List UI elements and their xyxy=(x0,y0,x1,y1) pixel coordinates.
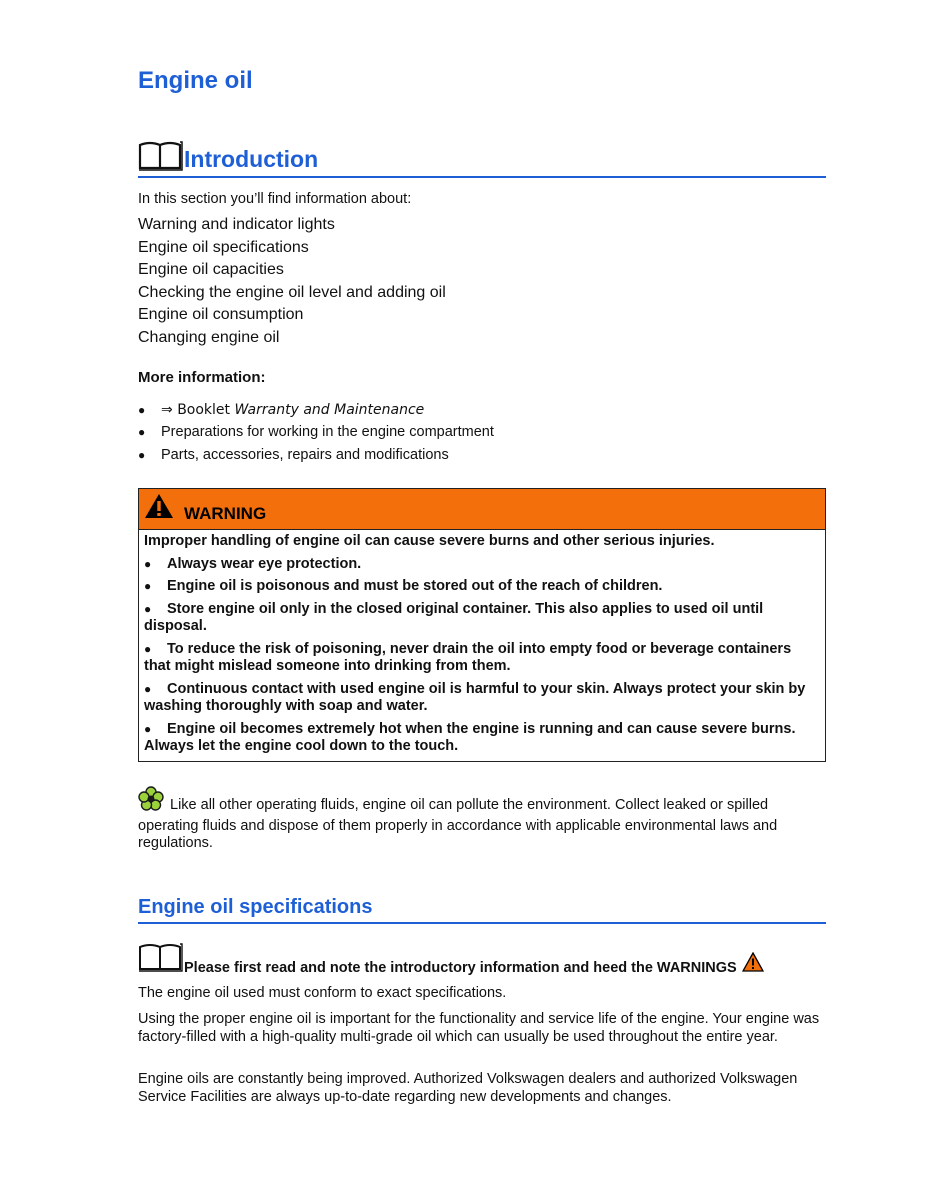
warning-item: ● Always wear eye protection. xyxy=(144,555,362,572)
bullet-icon: ● xyxy=(144,579,152,593)
warning-triangle-icon xyxy=(144,493,174,524)
bullet-icon: ● xyxy=(138,425,146,440)
environment-note-text: Like all other operating fluids, engine oil can pollute the environment. Collect leaked or spilled operating fluids and dispose of them properly in accordance with applicable environmental laws and regulations. xyxy=(138,797,778,851)
booklet-word: Booklet xyxy=(177,402,231,418)
list-item: Warning and indicator lights xyxy=(138,216,335,233)
booklet-reference[interactable] xyxy=(161,399,424,421)
specs-heading xyxy=(138,892,826,924)
first-read-text: Please first read and note the introductory information and heed the WARNINGS xyxy=(184,960,737,976)
bullet-icon: ● xyxy=(138,447,146,462)
arrow-icon: ⇒ xyxy=(161,402,173,418)
bullet-icon: ● xyxy=(138,403,146,417)
bullet-icon: ● xyxy=(144,601,152,616)
warning-item: ● Continuous contact with used engine oil is harmful to your skin. Always protect your skin by washing thoroughly with soap and water. xyxy=(144,680,806,714)
bullet-icon: ● xyxy=(144,681,152,696)
environment-note xyxy=(138,786,826,853)
booklet-title: Warranty and Maintenance xyxy=(234,402,425,418)
list-item: Engine oil capacities xyxy=(138,261,284,279)
warning-header xyxy=(139,489,825,530)
specs-paragraph: The engine oil used must conform to exact specifications. xyxy=(138,985,507,1001)
list-item xyxy=(138,399,494,421)
specs-heading-text: Engine oil specifications xyxy=(138,896,373,918)
first-read-note xyxy=(138,942,764,976)
more-info-item: Parts, accessories, repairs and modifications xyxy=(161,446,449,463)
eco-flower-icon xyxy=(138,786,164,818)
warning-lead: Improper handling of engine oil can cause severe burns and other serious injuries. xyxy=(144,533,715,549)
warning-body xyxy=(139,530,825,761)
warning-label: WARNING xyxy=(184,504,267,523)
topic-list xyxy=(138,214,446,350)
warning-item: ● To reduce the risk of poisoning, never drain the oil into empty food or beverage containers that might mislead someone into drinking from them. xyxy=(144,640,792,674)
book-icon xyxy=(138,139,184,176)
book-icon xyxy=(138,942,184,976)
list-item xyxy=(138,421,494,443)
introduction-heading xyxy=(138,138,826,178)
list-item: Engine oil consumption xyxy=(138,306,304,324)
bullet-icon: ● xyxy=(144,721,152,736)
warning-box xyxy=(138,488,826,762)
more-info-item: Preparations for working in the engine compartment xyxy=(161,424,494,441)
bullet-icon: ● xyxy=(144,556,152,571)
warning-triangle-icon[interactable] xyxy=(742,952,764,976)
bullet-icon: ● xyxy=(144,641,152,656)
warning-item: ● Engine oil is poisonous and must be stored out of the reach of children. xyxy=(144,578,663,594)
page-title: Engine oil xyxy=(138,67,253,94)
list-item: Engine oil specifications xyxy=(138,238,309,256)
specs-paragraph: Engine oils are constantly being improved. Authorized Volkswagen dealers and authorized Volkswagen Service Facilities are always up-to-date regarding new developments and changes. xyxy=(138,1071,798,1105)
more-info-label: More information: xyxy=(138,369,266,386)
warning-item: ● Store engine oil only in the closed original container. This also applies to used oil until disposal. xyxy=(144,600,764,634)
more-info-list xyxy=(138,399,494,466)
list-item: Changing engine oil xyxy=(138,328,280,346)
warning-item: ● Engine oil becomes extremely hot when the engine is running and can cause severe burns. Always let the engine cool down to the touch. xyxy=(144,720,796,754)
specs-paragraph: Using the proper engine oil is important for the functionality and service life of the engine. Your engine was factory-filled with a high-quality multi-grade oil which can usually be used throughout the entire year. xyxy=(138,1011,820,1045)
list-item xyxy=(138,444,494,466)
introduction-heading-text: Introduction xyxy=(184,146,319,172)
list-item: Checking the engine oil level and adding oil xyxy=(138,283,446,301)
intro-lead: In this section you’ll find information about: xyxy=(138,191,412,207)
